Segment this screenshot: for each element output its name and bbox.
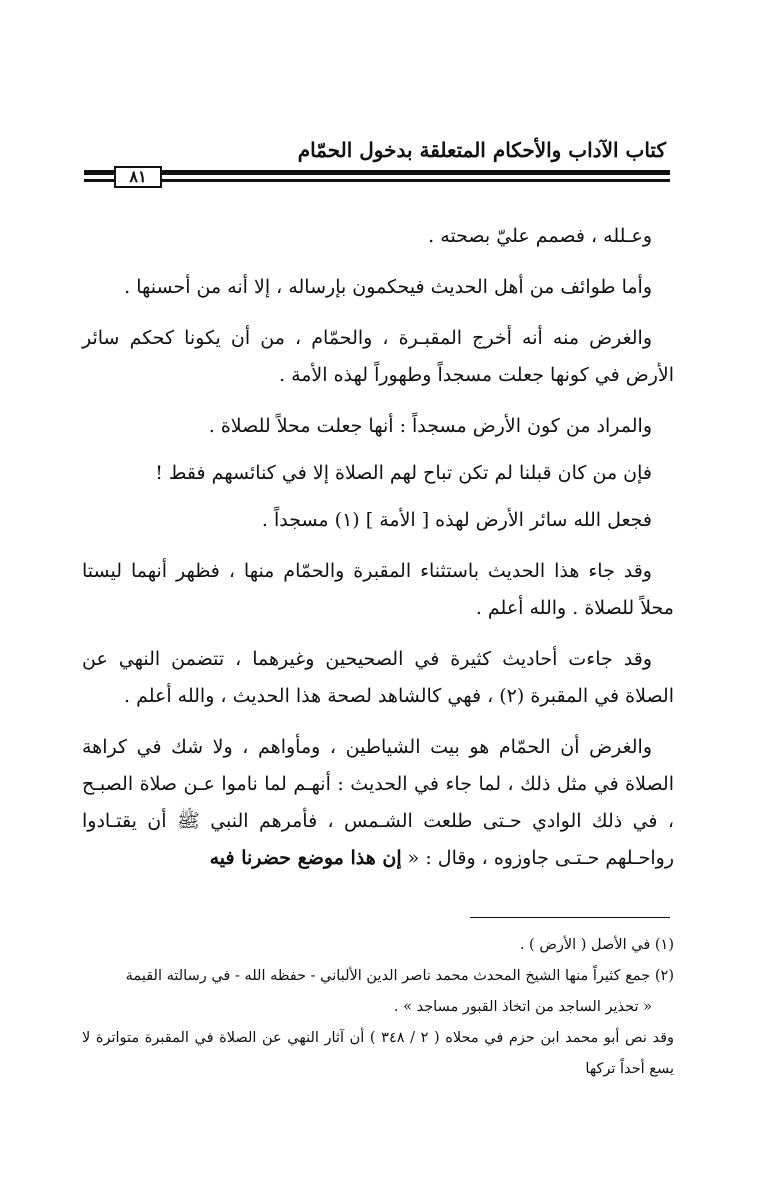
page-number: ٨١ xyxy=(114,166,162,188)
paragraph-6: فجعل الله سائر الأرض لهذه [ الأمة ] (١) مسجداً . xyxy=(261,509,652,531)
paragraph-4: والمراد من كون الأرض مسجداً : أنها جعلت محلاً للصلاة . xyxy=(208,415,652,437)
footnote-1: (١) في الأصل ( الأرض ) . xyxy=(519,937,674,953)
header-rule-thin-line xyxy=(84,179,670,182)
paragraph-8: وقد جاءت أحاديث كثيرة في الصحيحين وغيرهما ، تتضمن النهي عن الصلاة في المقبرة (٢) ، فهي كالشاهد لصحة هذا الحديث ، والله أعلم . xyxy=(82,648,674,707)
paragraph-9 xyxy=(82,729,674,877)
header-rule xyxy=(84,166,670,188)
footnote-3: وقد نص أبو محمد ابن حزم في محلاه ( ٢ / ٣٤٨ ) أن آثار النهي عن الصلاة في المقبرة متواترة لا يسع أحداً تركها xyxy=(82,1030,674,1077)
main-text xyxy=(82,218,674,891)
paragraph-9-text: والغرض أن الحمّام هو بيت الشياطين ، ومأواهم ، ولا شك في كراهة الصلاة في مثل ذلك ، لما جاء في الحديث : أنهـم لما ناموا عـن صلاة الصبـح ، في ذلك الوادي حـتى طلعت الشـمس ، فأمرهم النبي ﷺ أن يقتـادوا رواحـلهم حـتـى جاوزوه ، وقال : « xyxy=(82,736,674,869)
paragraph-3: والغرض منه أنه أخرج المقبـرة ، والحمّام ، من أن يكونا كحكم سائر الأرض في كونها جعلت مسجداً وطهوراً لهذه الأمة . xyxy=(82,327,674,386)
header-rule-thick-line xyxy=(84,170,670,175)
footnote-divider xyxy=(470,917,670,918)
paragraph-7: وقد جاء هذا الحديث باستثناء المقبرة والحمّام منها ، فظهر أنهما ليستا محلاً للصلاة . والله أعلم . xyxy=(82,560,674,619)
paragraph-2: وأما طوائف من أهل الحديث فيحكمون بإرساله ، إلا أنه من أحسنها . xyxy=(124,276,652,298)
running-title: كتاب الآداب والأحكام المتعلقة بدخول الحمّام xyxy=(297,138,666,162)
footnote-2: (٢) جمع كثيراً منها الشيخ المحدث محمد ناصر الدين الألباني - حفظه الله - في رسالته القيمة xyxy=(125,968,674,984)
footnotes xyxy=(82,930,674,1085)
paragraph-1: وعـلله ، فصمم عليّ بصحته . xyxy=(428,225,652,247)
footnote-2-continuation: « تحذير الساجد من اتخاذ القبور مساجد » . xyxy=(393,999,652,1015)
paragraph-5: فإن من كان قبلنا لم تكن تباح لهم الصلاة إلا في كنائسهم فقط ! xyxy=(155,462,652,484)
hadith-quote: إن هذا موضع حضرنا فيه xyxy=(209,847,402,869)
